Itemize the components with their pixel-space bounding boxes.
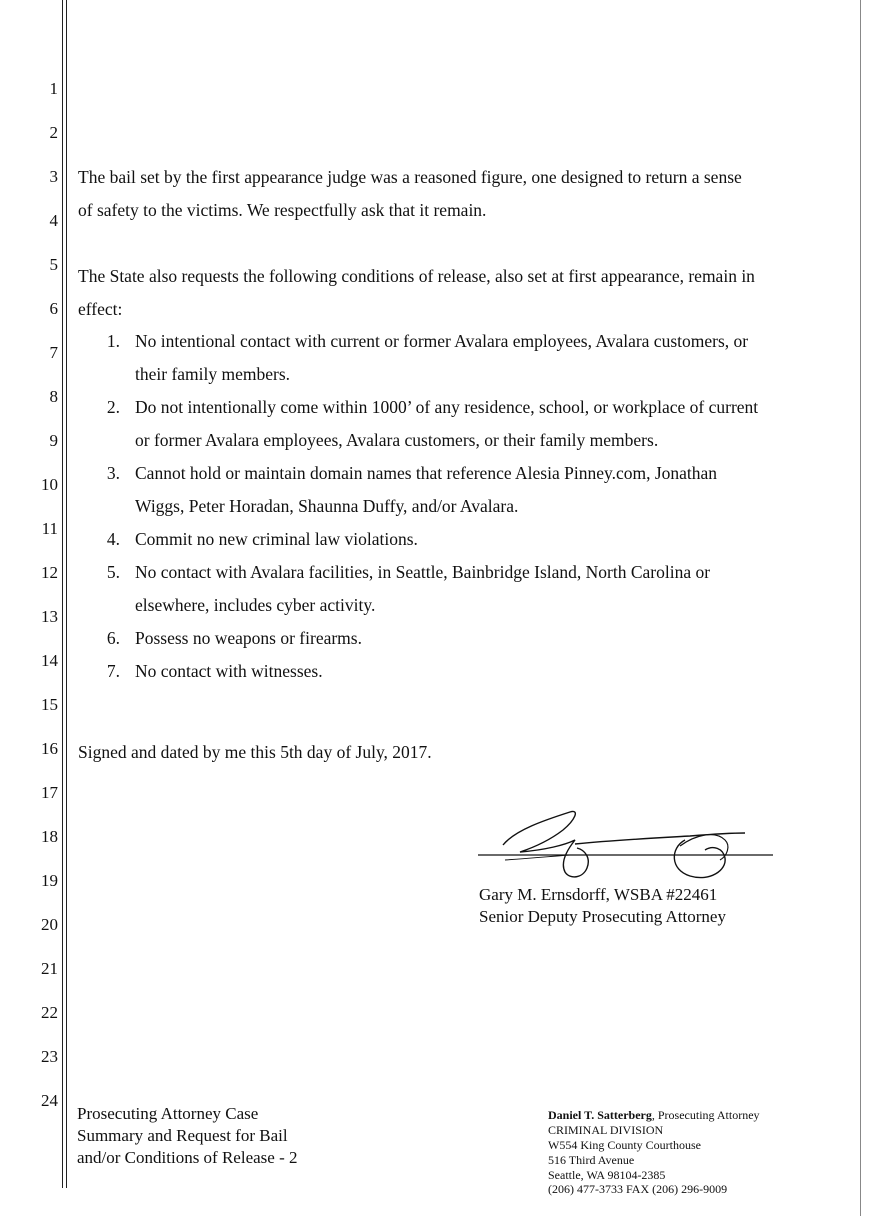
line-number: 3: [49, 167, 58, 186]
line-number: 4: [49, 211, 58, 230]
paragraph-bail-line-1: The bail set by the first appearance judge was a reasoned figure, one designed to return a sense: [78, 167, 742, 187]
attorney-title: Senior Deputy Prosecuting Attorney: [479, 907, 726, 926]
line-number: 2: [49, 123, 58, 142]
list-item-text: Commit no new criminal law violations.: [135, 529, 418, 549]
list-item-text: No intentional contact with current or former Avalara employees, Avalara customers, or: [135, 331, 749, 351]
paragraph-conditions-line-1: The State also requests the following conditions of release, also set at first appearance, remain in: [78, 266, 755, 286]
list-item-number: 5.: [106, 562, 120, 582]
line-number: 22: [41, 1003, 58, 1022]
line-number: 9: [49, 431, 58, 450]
footer-caption-line: Prosecuting Attorney Case: [77, 1104, 259, 1123]
office-phone: (206) 477-3733 FAX (206) 296-9009: [548, 1182, 728, 1196]
office-address-line: 516 Third Avenue: [548, 1153, 635, 1167]
margin-rule-2: [66, 0, 67, 1188]
attorney-name: Gary M. Ernsdorff, WSBA #22461: [479, 885, 718, 904]
line-number: 24: [41, 1091, 58, 1110]
office-header: [548, 1108, 760, 1123]
paragraph-conditions-line-2: effect:: [78, 299, 123, 319]
signed-dated-line: Signed and dated by me this 5th day of July, 2017.: [78, 742, 432, 762]
line-number: 15: [41, 695, 58, 714]
list-item-number: 4.: [106, 529, 120, 549]
office-address-line: Seattle, WA 98104-2385: [548, 1168, 666, 1182]
office-title: , Prosecuting Attorney: [651, 1108, 760, 1122]
list-item-text: Possess no weapons or firearms.: [135, 628, 362, 648]
list-item-text: No contact with witnesses.: [135, 661, 323, 681]
footer-caption-line: Summary and Request for Bail: [77, 1126, 288, 1145]
list-item-number: 6.: [106, 628, 120, 648]
line-number: 18: [41, 827, 58, 846]
paragraph-bail-line-2: of safety to the victims. We respectfully ask that it remain.: [78, 200, 487, 220]
office-address-line: W554 King County Courthouse: [548, 1138, 701, 1152]
line-number: 6: [49, 299, 58, 318]
office-division: CRIMINAL DIVISION: [548, 1123, 664, 1137]
list-item-text: or former Avalara employees, Avalara customers, or their family members.: [135, 430, 659, 450]
line-number: 17: [41, 783, 58, 802]
list-item-text: No contact with Avalara facilities, in Seattle, Bainbridge Island, North Carolina or: [135, 562, 711, 582]
list-item-text: Do not intentionally come within 1000’ of any residence, school, or workplace of current: [135, 397, 759, 417]
list-item-text: their family members.: [135, 364, 291, 384]
list-item-number: 7.: [106, 661, 120, 681]
line-number: 19: [41, 871, 58, 890]
list-item-number: 2.: [106, 397, 120, 417]
right-margin-rule: [860, 0, 861, 1216]
line-number: 7: [49, 343, 58, 362]
line-number: 23: [41, 1047, 58, 1066]
list-item-number: 1.: [106, 331, 120, 351]
line-number: 20: [41, 915, 58, 934]
line-number: 8: [49, 387, 58, 406]
line-number: 1: [49, 79, 58, 98]
line-number: 14: [41, 651, 58, 670]
line-number: 12: [41, 563, 58, 582]
margin-rule-1: [62, 0, 63, 1188]
line-number: 13: [41, 607, 58, 626]
footer-caption-line: and/or Conditions of Release - 2: [77, 1148, 298, 1167]
list-item-text: Wiggs, Peter Horadan, Shaunna Duffy, and/or Avalara.: [135, 496, 519, 516]
list-item-text: Cannot hold or maintain domain names that reference Alesia Pinney.com, Jonathan: [135, 463, 718, 483]
line-number: 21: [41, 959, 58, 978]
line-number: 16: [41, 739, 58, 758]
list-item-number: 3.: [106, 463, 120, 483]
line-number: 10: [41, 475, 58, 494]
list-item-text: elsewhere, includes cyber activity.: [135, 595, 376, 615]
handwritten-signature: [475, 800, 785, 890]
office-name: Daniel T. Satterberg: [548, 1108, 652, 1122]
line-number: 11: [41, 519, 58, 538]
line-number: 5: [49, 255, 58, 274]
